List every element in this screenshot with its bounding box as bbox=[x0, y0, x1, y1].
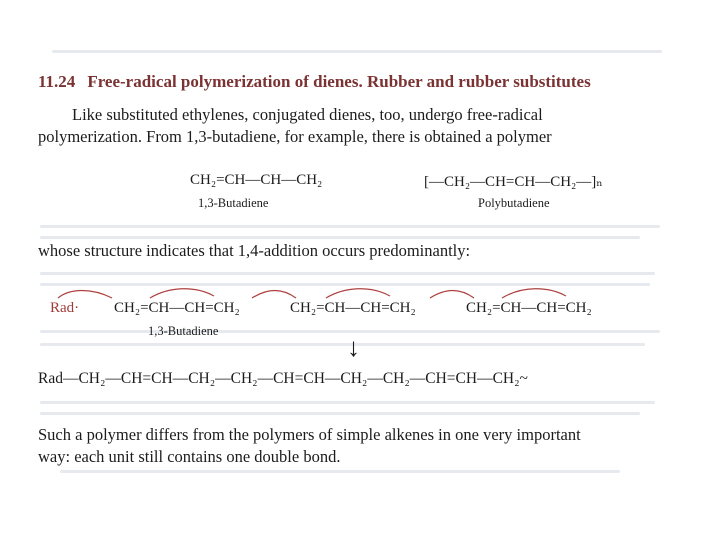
curved-arrow bbox=[58, 291, 112, 299]
intro-line-1: Like substituted ethylenes, conjugated dienes, too, undergo free-radical bbox=[72, 105, 543, 124]
polybutadiene-caption: Polybutadiene bbox=[478, 196, 550, 210]
polybutadiene-formula: [—CH₂—CH=CH—CH₂—]ₙ bbox=[424, 174, 603, 190]
section-title: Free-radical polymerization of dienes. Rubber and rubber substitutes bbox=[87, 72, 591, 91]
curved-arrow bbox=[430, 291, 474, 299]
product-chain: Rad—CH₂—CH=CH—CH₂—CH₂—CH=CH—CH₂—CH₂—CH=CH—CH₂~ bbox=[38, 370, 528, 387]
curved-arrow bbox=[502, 289, 566, 298]
curved-arrow bbox=[252, 291, 296, 299]
radical-label: Rad· bbox=[50, 300, 80, 316]
section-number: 11.24 bbox=[38, 72, 76, 91]
conclusion-line-1: Such a polymer differs from the polymers of simple alkenes in one very important bbox=[38, 425, 581, 444]
monomer-1: CH₂=CH—CH=CH₂ bbox=[114, 300, 240, 316]
monomer-2: CH₂=CH—CH=CH₂ bbox=[290, 300, 416, 316]
monomer-3: CH₂=CH—CH=CH₂ bbox=[466, 300, 592, 316]
conclusion-line-2: way: each unit still contains one double bond. bbox=[38, 447, 341, 466]
butadiene-formula: CH₂=CH—CH—CH₂ bbox=[190, 172, 323, 188]
reaction-arrow: ↓ bbox=[347, 333, 360, 362]
curved-arrow bbox=[150, 289, 214, 298]
butadiene-caption: 1,3-Butadiene bbox=[198, 196, 269, 210]
monomer-caption: 1,3-Butadiene bbox=[148, 324, 219, 338]
intro-line-2: polymerization. From 1,3-butadiene, for example, there is obtained a polymer bbox=[38, 127, 552, 146]
mid-text: whose structure indicates that 1,4-addition occurs predominantly: bbox=[38, 241, 471, 260]
curved-arrow bbox=[326, 289, 390, 298]
